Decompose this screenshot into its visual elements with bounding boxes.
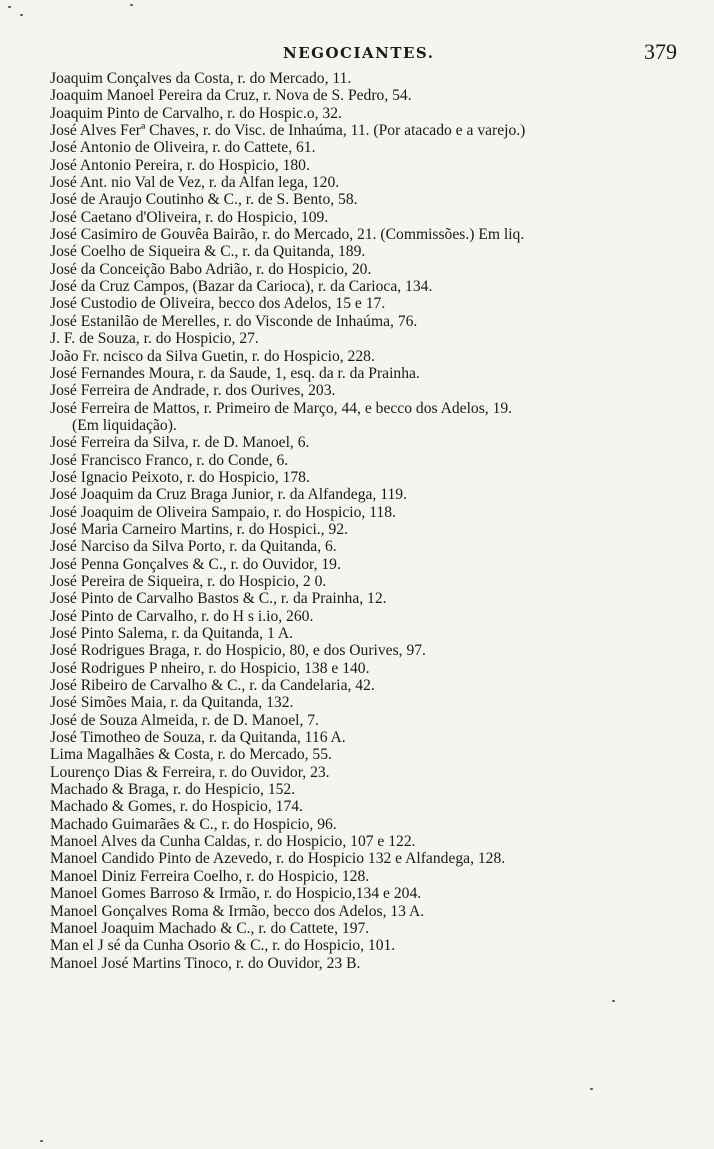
merchant-entry-text: José Coelho de Siqueira & C., r. da Quitanda, 189.	[50, 243, 366, 261]
merchant-entry	[50, 608, 690, 625]
merchant-entry	[50, 486, 690, 503]
merchant-entry	[50, 157, 690, 174]
merchant-entry-text: José Joaquim da Cruz Braga Junior, r. da Alfandega, 119.	[50, 486, 407, 504]
merchant-entry-text: José Ferreira de Andrade, r. dos Ourives, 203.	[50, 382, 336, 400]
merchant-entry	[50, 868, 690, 885]
merchant-entry-text: José Francisco Franco, r. do Conde, 6.	[50, 451, 289, 469]
merchant-entry	[50, 70, 690, 87]
merchant-entry-text: José Antonio Pereira, r. do Hospicio, 180.	[50, 156, 310, 174]
merchant-entry-text: Machado & Gomes, r. do Hospicio, 174.	[50, 798, 303, 816]
merchant-entry	[50, 209, 690, 226]
merchant-entry-text: José de Souza Almeida, r. de D. Manoel, 7.	[50, 711, 319, 729]
merchant-entry	[50, 850, 690, 867]
merchant-entry	[50, 903, 690, 920]
merchant-entry-text: Joaquim Manoel Pereira da Cruz, r. Nova de S. Pedro, 54.	[50, 87, 412, 105]
merchant-entry-text: José Ribeiro de Carvalho & C., r. da Candelaria, 42.	[50, 677, 375, 695]
merchant-entry-text: José Timotheo de Souza, r. da Quitanda, 116 A.	[50, 729, 346, 747]
merchant-entry	[50, 781, 690, 798]
merchant-entry	[50, 746, 690, 763]
merchant-entry	[50, 191, 690, 208]
merchant-entry	[50, 798, 690, 815]
merchant-entry	[50, 400, 690, 435]
merchant-entry-text: José Pereira de Siqueira, r. do Hospicio, 2 0.	[50, 572, 327, 590]
merchant-entry-text: José Casimiro de Gouvêa Bairão, r. do Mercado, 21. (Commissões.) Em liq.	[50, 226, 525, 244]
merchant-entry-text: João Fr. ncisco da Silva Guetin, r. do Hospicio, 228.	[50, 347, 375, 365]
merchant-entry-text: Machado Guimarães & C., r. do Hospicio, 96.	[50, 815, 337, 833]
merchant-entry	[50, 694, 690, 711]
merchant-entry-text: José Rodrigues Braga, r. do Hospicio, 80, e dos Ourives, 97.	[50, 642, 426, 660]
merchant-entry	[50, 920, 690, 937]
merchant-entry-text: Joaquim Pinto de Carvalho, r. do Hospic.o, 32.	[50, 104, 342, 122]
merchant-entry-text: José da Conceição Babo Adrião, r. do Hospicio, 20.	[50, 260, 372, 278]
merchant-entry	[50, 712, 690, 729]
merchant-entry	[50, 590, 690, 607]
merchant-entry-text: José Pinto de Carvalho, r. do H s i.io, 260.	[50, 607, 314, 625]
print-speck	[40, 1140, 43, 1142]
merchant-entry	[50, 87, 690, 104]
merchant-entry	[50, 573, 690, 590]
page-header	[0, 36, 714, 66]
merchant-entry-text: José Pinto de Carvalho Bastos & C., r. da Prainha, 12.	[50, 590, 387, 608]
merchant-entry-text: José Ant. nio Val de Vez, r. da Alfan lega, 120.	[50, 174, 340, 192]
merchant-entry	[50, 452, 690, 469]
merchant-entry	[50, 625, 690, 642]
page-number: 379	[644, 39, 677, 64]
print-speck	[590, 1088, 593, 1090]
merchant-entry	[50, 764, 690, 781]
merchant-entry	[50, 469, 690, 486]
merchant-entry-text: Manoel Alves da Cunha Caldas, r. do Hospicio, 107 e 122.	[50, 833, 416, 851]
merchant-entry-text: José Estanilão de Merelles, r. do Visconde de Inhaúma, 76.	[50, 312, 418, 330]
merchant-entry-text: José Penna Gonçalves & C., r. do Ouvidor, 19.	[50, 555, 341, 573]
merchant-entry-text: José Alves Ferª Chaves, r. do Visc. de Inhaúma, 11. (Por atacado e a varejo.)	[50, 122, 526, 140]
merchant-entry	[50, 816, 690, 833]
merchant-entry-text: Manoel Diniz Ferreira Coelho, r. do Hospicio, 128.	[50, 867, 370, 885]
print-speck	[130, 4, 133, 6]
merchant-entry-text: Machado & Braga, r. do Hespicio, 152.	[50, 781, 296, 799]
merchant-entry	[50, 105, 690, 122]
merchant-entry-text: José Joaquim de Oliveira Sampaio, r. do Hospicio, 118.	[50, 503, 396, 521]
merchant-entry-text: José Ignacio Peixoto, r. do Hospicio, 178.	[50, 468, 310, 486]
merchant-entry	[50, 955, 690, 972]
merchant-entry	[50, 660, 690, 677]
merchant-entry	[50, 295, 690, 312]
merchant-entry	[50, 174, 690, 191]
merchant-entry-text: José Antonio de Oliveira, r. do Cattete, 61.	[50, 139, 316, 157]
merchant-entry-text: José da Cruz Campos, (Bazar da Carioca), r. da Carioca, 134.	[50, 278, 433, 296]
merchant-entry	[50, 521, 690, 538]
merchant-entry	[50, 365, 690, 382]
running-head: NEGOCIANTES.	[283, 44, 435, 62]
print-speck	[8, 6, 11, 8]
merchant-entry-text: José Ferreira da Silva, r. de D. Manoel, 6.	[50, 434, 310, 452]
merchant-entry-text: J. F. de Souza, r. do Hospicio, 27.	[50, 330, 259, 348]
merchant-entry	[50, 538, 690, 555]
merchant-entry-text: Lima Magalhães & Costa, r. do Mercado, 55.	[50, 746, 332, 764]
merchant-entry	[50, 243, 690, 260]
merchant-entry	[50, 885, 690, 902]
merchant-entry-text: José Pinto Salema, r. da Quitanda, 1 A.	[50, 625, 293, 642]
merchant-entry	[50, 261, 690, 278]
merchant-entry	[50, 642, 690, 659]
merchant-entry	[50, 313, 690, 330]
merchant-list	[50, 70, 690, 972]
print-speck	[20, 14, 23, 16]
merchant-entry-text: José Simões Maia, r. da Quitanda, 132.	[50, 694, 294, 712]
merchant-entry-text: Manoel Gonçalves Roma & Irmão, becco dos Adelos, 13 A.	[50, 902, 425, 920]
merchant-entry-text: José Caetano d'Oliveira, r. do Hospicio, 109.	[50, 208, 329, 226]
merchant-entry	[50, 556, 690, 573]
merchant-entry-text: Manoel José Martins Tinoco, r. do Ouvidor, 23 B.	[50, 954, 361, 972]
merchant-entry	[50, 122, 690, 139]
merchant-entry-text: Joaquim Conçalves da Costa, r. do Mercado, 11.	[50, 70, 352, 87]
merchant-entry-text: Lourenço Dias & Ferreira, r. do Ouvidor, 23.	[50, 763, 330, 781]
merchant-entry-text: José Narciso da Silva Porto, r. da Quitanda, 6.	[50, 538, 337, 556]
merchant-entry-text: José Custodio de Oliveira, becco dos Adelos, 15 e 17.	[50, 295, 386, 313]
merchant-entry-text: Manoel Candido Pinto de Azevedo, r. do Hospicio 132 e Alfandega, 128.	[50, 850, 506, 868]
merchant-entry	[50, 348, 690, 365]
merchant-entry	[50, 937, 690, 954]
merchant-entry	[50, 278, 690, 295]
merchant-entry-text: José Rodrigues P nheiro, r. do Hospicio, 138 e 140.	[50, 659, 370, 677]
merchant-entry-continuation: (Em liquidação).	[72, 416, 177, 434]
merchant-entry-text: José Ferreira de Mattos, r. Primeiro de Março, 44, e becco dos Adelos, 19.	[50, 399, 513, 417]
merchant-entry-text: Manoel Joaquim Machado & C., r. do Cattete, 197.	[50, 919, 370, 937]
merchant-entry	[50, 677, 690, 694]
merchant-entry	[50, 504, 690, 521]
print-speck	[612, 1000, 615, 1002]
merchant-entry-text: José Maria Carneiro Martins, r. do Hospici., 92.	[50, 520, 348, 538]
merchant-entry	[50, 434, 690, 451]
merchant-entry	[50, 226, 690, 243]
merchant-entry-text: José de Araujo Coutinho & C., r. de S. Bento, 58.	[50, 191, 358, 209]
merchant-entry	[50, 330, 690, 347]
merchant-entry	[50, 139, 690, 156]
merchant-entry	[50, 833, 690, 850]
merchant-entry-text: Manoel Gomes Barroso & Irmão, r. do Hospicio,134 e 204.	[50, 885, 422, 903]
merchant-entry-text: José Fernandes Moura, r. da Saude, 1, esq. da r. da Prainha.	[50, 364, 420, 382]
merchant-entry	[50, 382, 690, 399]
merchant-entry	[50, 729, 690, 746]
merchant-entry-text: Man el J sé da Cunha Osorio & C., r. do Hospicio, 101.	[50, 937, 396, 955]
